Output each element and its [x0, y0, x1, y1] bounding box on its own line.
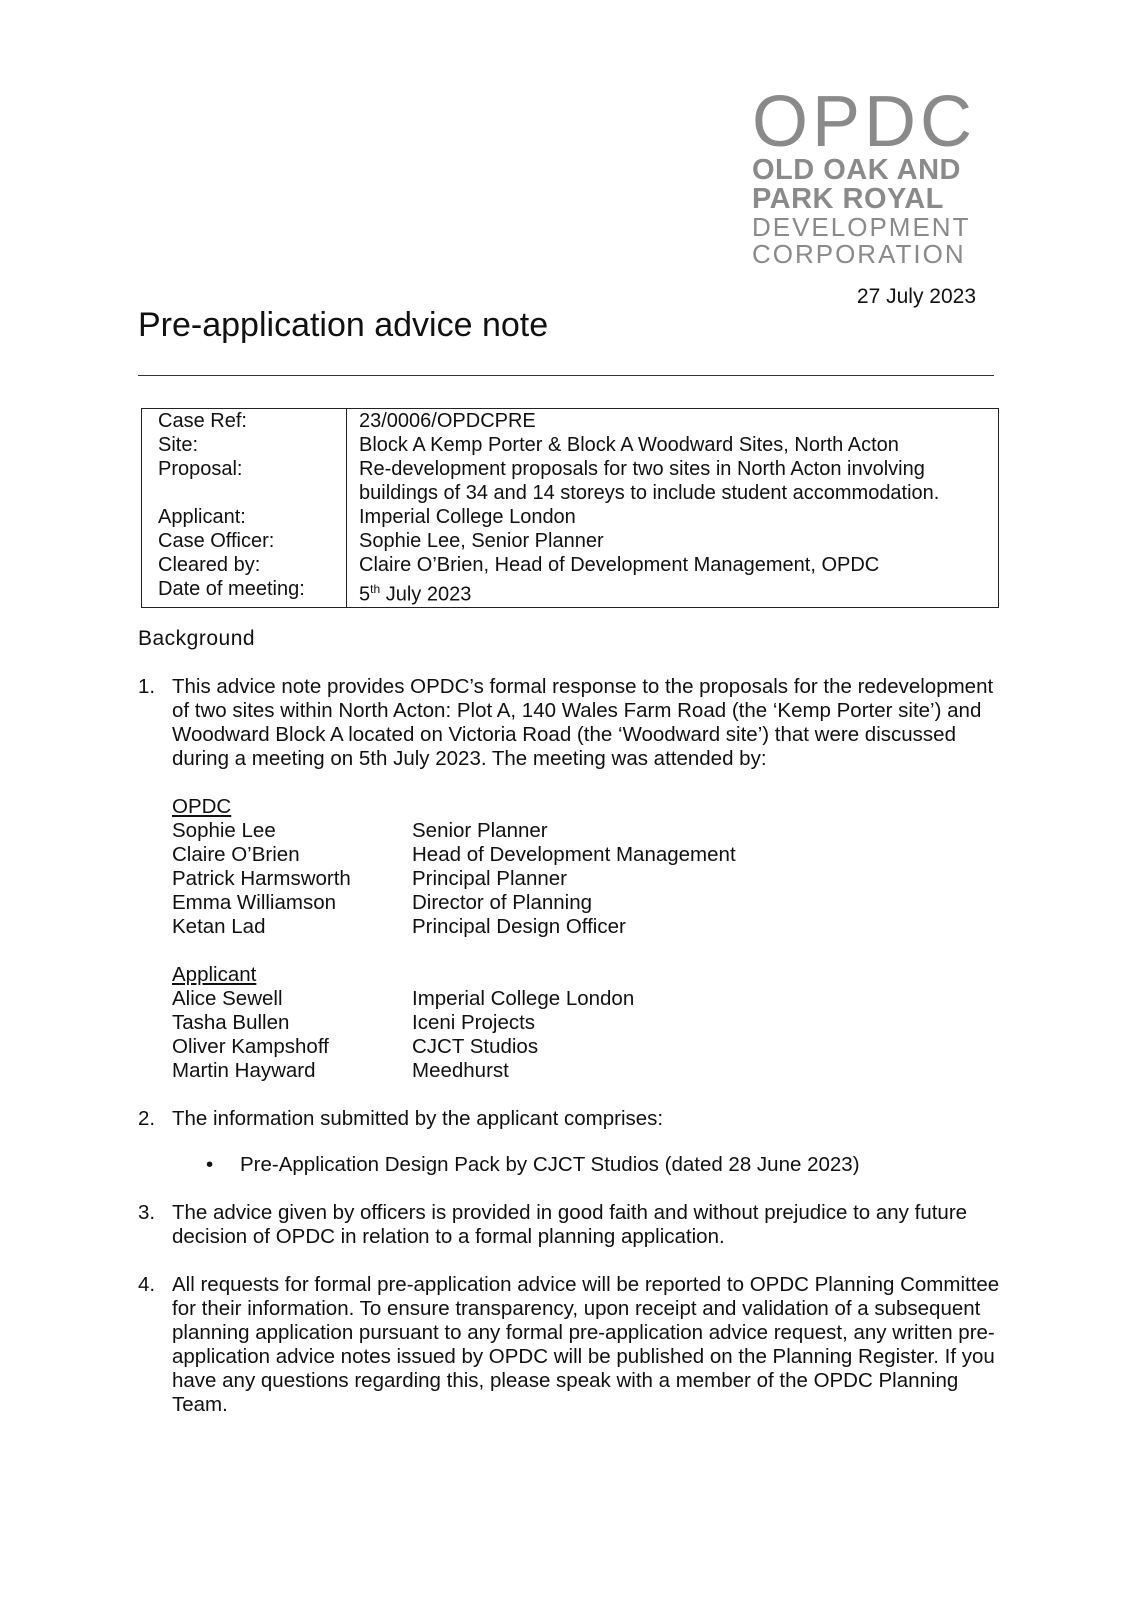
attendee-role: Senior Planner	[412, 819, 548, 842]
logo-line-4: CORPORATION	[751, 239, 966, 269]
document-body	[138, 675, 1006, 1441]
attendee-name: Claire O’Brien	[172, 843, 300, 866]
case-officer-value: Sophie Lee, Senior Planner	[359, 530, 604, 552]
list-item	[172, 819, 1006, 843]
attendee-role: Head of Development Management	[412, 843, 736, 866]
attendee-name: Emma Williamson	[172, 891, 337, 914]
table-row	[142, 577, 999, 607]
logo-line-2: PARK ROYAL	[751, 183, 944, 215]
meeting-date-rest: July 2023	[380, 583, 472, 606]
list-item	[172, 1059, 1006, 1083]
paragraph-number: 2.	[138, 1107, 156, 1130]
meeting-date-day: 5	[359, 583, 371, 606]
paragraph-text: This advice note provides OPDC’s formal response to the proposals for the redevelopment of two sites within North Acton: Plot A, 140 Wales Farm Road (the ‘Kemp Porter site’) and Woodward Block A located on Victoria Road (the ‘Woodward site’) that were discussed during a meeting on 5th July 2023. The meeting was attended by:	[172, 675, 994, 770]
bullet-icon: •	[206, 1153, 214, 1176]
paragraph-text: The advice given by officers is provided in good faith and without prejudice to any future decision of OPDC in relation to a formal planning application.	[172, 1201, 968, 1248]
site-value: Block A Kemp Porter & Block A Woodward Sites, North Acton	[359, 434, 899, 456]
list-item	[172, 915, 1006, 939]
list-item	[172, 867, 1006, 891]
attendee-name: Patrick Harmsworth	[172, 867, 351, 890]
site-label: Site:	[142, 433, 347, 457]
attendees-applicant	[172, 963, 1006, 1083]
attendee-name: Sophie Lee	[172, 819, 276, 842]
attendee-role: Director of Planning	[412, 891, 593, 914]
cleared-by-value: Claire O’Brien, Head of Development Management, OPDC	[359, 554, 880, 576]
title-divider	[138, 375, 994, 376]
logo-line-3: DEVELOPMENT	[751, 212, 971, 242]
attendee-role: Imperial College London	[412, 987, 635, 1010]
list-item	[172, 1035, 1006, 1059]
attendee-name: Alice Sewell	[172, 987, 283, 1010]
attendee-name: Tasha Bullen	[172, 1011, 290, 1034]
page-title: Pre-application advice note	[138, 306, 549, 344]
document-date: 27 July 2023	[856, 285, 976, 308]
meeting-date-value	[347, 577, 999, 607]
bullet-text: Pre-Application Design Pack by CJCT Studios (dated 28 June 2023)	[240, 1153, 860, 1176]
meeting-date-suffix: th	[370, 582, 381, 596]
attendee-name: Oliver Kampshoff	[172, 1035, 329, 1058]
table-row	[142, 433, 999, 457]
paragraph-text: The information submitted by the applicant comprises:	[172, 1107, 664, 1130]
paragraph-4	[138, 1273, 1006, 1417]
attendee-role: Meedhurst	[412, 1059, 509, 1082]
section-heading-background: Background	[138, 627, 256, 650]
proposal-label: Proposal:	[142, 457, 347, 505]
table-row	[142, 505, 999, 529]
attendee-name: Martin Hayward	[172, 1059, 316, 1082]
table-row	[142, 553, 999, 577]
attendee-name: Ketan Lad	[172, 915, 266, 938]
paragraph-content	[172, 1107, 1006, 1177]
case-officer-label: Case Officer:	[142, 529, 347, 553]
list-item	[172, 891, 1006, 915]
case-details-table	[141, 408, 999, 608]
attendees-opdc	[172, 795, 1006, 939]
attendee-role: Iceni Projects	[412, 1011, 536, 1034]
list-item	[172, 1011, 1006, 1035]
list-item	[172, 1153, 1006, 1177]
table-row	[142, 529, 999, 553]
attendee-role: Principal Planner	[412, 867, 567, 890]
paragraph-number: 1.	[138, 675, 156, 698]
attendees-group-title: OPDC	[172, 795, 232, 818]
meeting-date-label: Date of meeting:	[142, 577, 347, 607]
paragraph-text: All requests for formal pre-application advice will be reported to OPDC Planning Committee for their information. To ensure transparency, upon receipt and validation of a subsequent planning application pursuant to any formal pre-application advice request, any written pre-application advice notes issued by OPDC will be published on the Planning Register. If you have any questions regarding this, please speak with a member of the OPDC Planning Team.	[172, 1273, 1000, 1416]
paragraph-number: 4.	[138, 1273, 156, 1296]
logo-acronym: OPDC	[751, 82, 976, 162]
case-ref-value: 23/0006/OPDCPRE	[359, 410, 536, 432]
cleared-by-label: Cleared by:	[142, 553, 347, 577]
attendees-group-title: Applicant	[172, 963, 257, 986]
opdc-logo	[751, 82, 976, 269]
paragraph-content	[172, 675, 1006, 1083]
paragraph-2	[138, 1107, 1006, 1177]
table-row	[142, 457, 999, 505]
applicant-label: Applicant:	[142, 505, 347, 529]
proposal-value: Re-development proposals for two sites in North Acton involving buildings of 34 and 14 storeys to include student accommodation.	[359, 458, 940, 504]
paragraph-3	[138, 1201, 1006, 1249]
table-row	[142, 409, 999, 434]
list-item	[172, 843, 1006, 867]
attendee-role: CJCT Studios	[412, 1035, 539, 1058]
paragraph-1	[138, 675, 1006, 1083]
applicant-value: Imperial College London	[359, 506, 576, 528]
list-item	[172, 987, 1006, 1011]
paragraph-number: 3.	[138, 1201, 156, 1224]
attendee-role: Principal Design Officer	[412, 915, 626, 938]
case-ref-label: Case Ref:	[142, 409, 347, 434]
logo-line-1: OLD OAK AND	[751, 154, 961, 186]
